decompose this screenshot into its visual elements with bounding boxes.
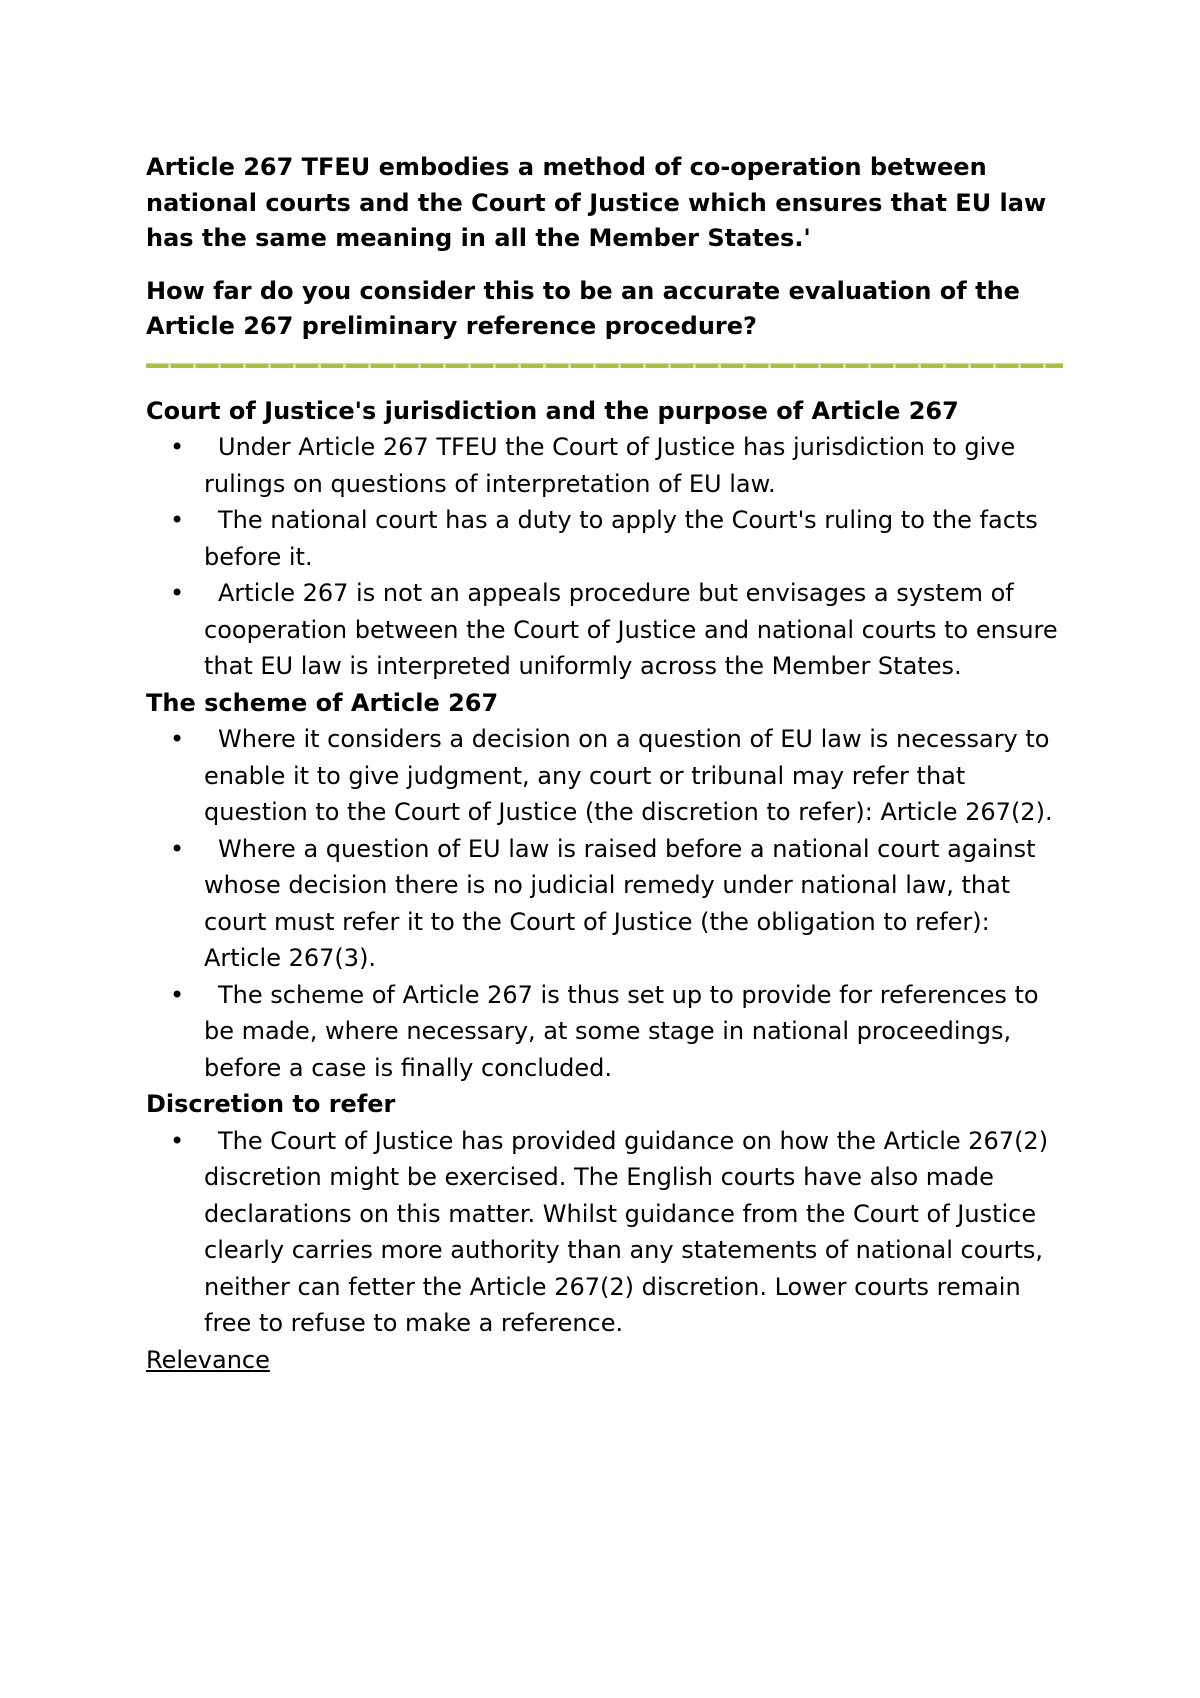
bullet-list [146,429,1066,685]
list-item [146,721,1066,831]
section-discretion [146,1086,1066,1342]
section-heading: Discretion to refer [146,1090,396,1118]
list-item [146,502,1066,575]
list-item [146,1123,1066,1342]
section-heading: The scheme of Article 267 [146,688,499,717]
list-item-text: Where it considers a decision on a question of EU law is necessary to enable it to give judgment, any court or tribunal may refer that question to the Court of Justice (the discretion to refer): Article 267(2). [204,725,1053,826]
bullet-icon: • [170,506,185,534]
list-item-text: Where a question of EU law is raised before a national court against whose decision there is no judicial remedy under national law, that court must refer it to the Court of Justice (the obligation to refer): Article 267(3). [204,834,1036,972]
bullet-list [146,1123,1066,1342]
list-item [146,429,1066,502]
bullet-list [146,721,1066,1086]
section-divider [146,363,1063,368]
bullet-icon: • [170,1126,185,1155]
section-jurisdiction [146,393,1066,685]
list-item [146,831,1066,977]
section-scheme [146,685,1066,1087]
list-item-text: The scheme of Article 267 is thus set up to provide for references to be made, where necessary, at some stage in national proceedings, before a case is finally concluded. [204,980,1039,1082]
list-item [146,977,1066,1087]
list-item-text: Under Article 267 TFEU the Court of Justice has jurisdiction to give rulings on questions of interpretation of EU law. [204,433,1016,498]
bullet-icon: • [170,725,185,753]
bullet-icon: • [170,579,185,607]
list-item-text: The Court of Justice has provided guidance on how the Article 267(2) discretion might be exercised. The English courts have also made declarations on this matter. Whilst guidance from the Court of Justice clearly carries more authority than any statements of national courts, neither can fetter the Article 267(2) discretion. Lower courts remain free to refuse to make a reference. [204,1126,1049,1337]
bullet-icon: • [170,980,185,1009]
bullet-icon: • [170,834,185,863]
list-item-text: The national court has a duty to apply the Court's ruling to the facts before it. [204,506,1038,571]
intro-quote: Article 267 TFEU embodies a method of co-operation between national courts and the Court of Justice which ensures that EU law has the same meaning in all the Member States.' [146,153,1047,252]
section-heading: Court of Justice's jurisdiction and the purpose of Article 267 [146,396,959,425]
list-item-text: Article 267 is not an appeals procedure but envisages a system of cooperation between the Court of Justice and national courts to ensure that EU law is interpreted uniformly across the Member States. [204,579,1058,680]
list-item [146,575,1066,685]
essay-question: How far do you consider this to be an accurate evaluation of the Article 267 preliminary reference procedure? [146,276,1020,340]
relevance-heading: Relevance [146,1345,270,1374]
bullet-icon: • [170,433,185,461]
document-body [146,150,1066,1378]
